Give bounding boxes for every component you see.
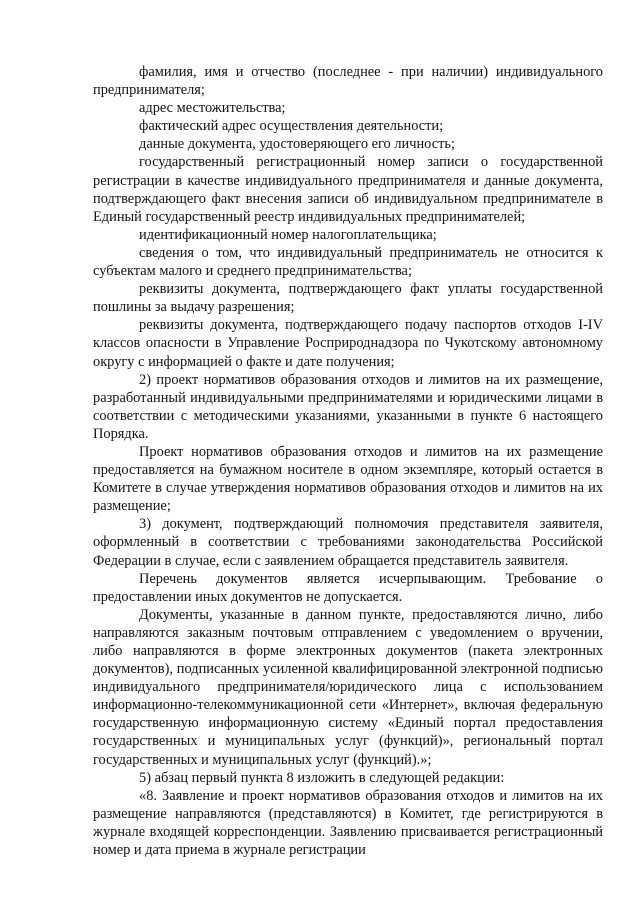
paragraph-state-duty-payment: реквизиты документа, подтверждающего факт уплаты государственной пошлины за выдачу разрешения; — [93, 281, 603, 316]
paragraph-paper-copy: Проект нормативов образования отходов и лимитов на их размещение предоставляется на бумажном носителе в одном экземпляре, который остается в Комитете в случае утверждения нормативов образования отходов и лимитов на их размещение; — [93, 443, 603, 515]
paragraph-item-5-amendment: 5) абзац первый пункта 8 изложить в следующей редакции: — [139, 769, 505, 786]
paragraph-point-8-text: «8. Заявление и проект нормативов образования отходов и лимитов на их размещение направляются (представляются) в Комитет, где регистрируются в журнале входящей корреспонденции. Заявлению присваивается регистрационный номер и дата приема в журнале регистрации — [93, 787, 603, 859]
paragraph-applicant-name: фамилия, имя и отчество (последнее - при наличии) индивидуального предпринимателя; — [93, 64, 603, 99]
paragraph-taxpayer-id: идентификационный номер налогоплательщика; — [139, 226, 437, 243]
paragraph-registration-number: государственный регистрационный номер записи о государственной регистрации в качестве индивидуального предпринимателя и данные документа, подтверждающего факт внесения записи об индивидуальном предпринимателе в Единый государственный реестр индивидуальных предпринимателей; — [93, 154, 603, 225]
paragraph-item-2-draft-standards: 2) проект нормативов образования отходов и лимитов на их размещение, разработанный индивидуальными предпринимателями и юридическими лицами в соответствии с методическими указаниями, указанными в пункте 6 настоящего Порядка. — [93, 371, 603, 442]
paragraph-residence-address: адрес местожительства; — [139, 100, 286, 117]
paragraph-identity-document: данные документа, удостоверяющего его личность; — [139, 136, 455, 153]
paragraph-waste-passports: реквизиты документа, подтверждающего подачу паспортов отходов I-IV классов опасности в Управление Росприроднадзора по Чукотскому автономному округу с информацией о факте и дате получения; — [93, 317, 603, 370]
paragraph-item-3-authority-document: 3) документ, подтверждающий полномочия представителя заявителя, оформленный в соответствии с требованиями законодательства Российской Федерации в случае, если с заявлением обращается представитель заявителя. — [93, 516, 603, 569]
paragraph-small-business-status: сведения о том, что индивидуальный предприниматель не относится к субъектам малого и среднего предпринимательства; — [93, 244, 603, 280]
paragraph-activity-address: фактический адрес осуществления деятельности; — [139, 118, 444, 135]
document-page — [93, 63, 603, 859]
paragraph-exhaustive-list: Перечень документов является исчерпывающим. Требование о предоставлении иных документов не допускается. — [93, 570, 603, 605]
paragraph-submission-methods: Документы, указанные в данном пункте, предоставляются лично, либо направляются заказным почтовым отправлением с уведомлением о вручении, либо направляются в форме электронных документов (пакета электронных документов), подписанных усиленной квалифицированной электронной подписью индивидуального предпринимателя/юридического лица с использованием информационно-телекоммуникационной сети «Интернет», включая федеральную государственную информационную систему «Единый портал предоставления государственных и муниципальных услуг (функций)», региональный портал государственных и муниципальных услуг (функций).»; — [93, 606, 603, 768]
